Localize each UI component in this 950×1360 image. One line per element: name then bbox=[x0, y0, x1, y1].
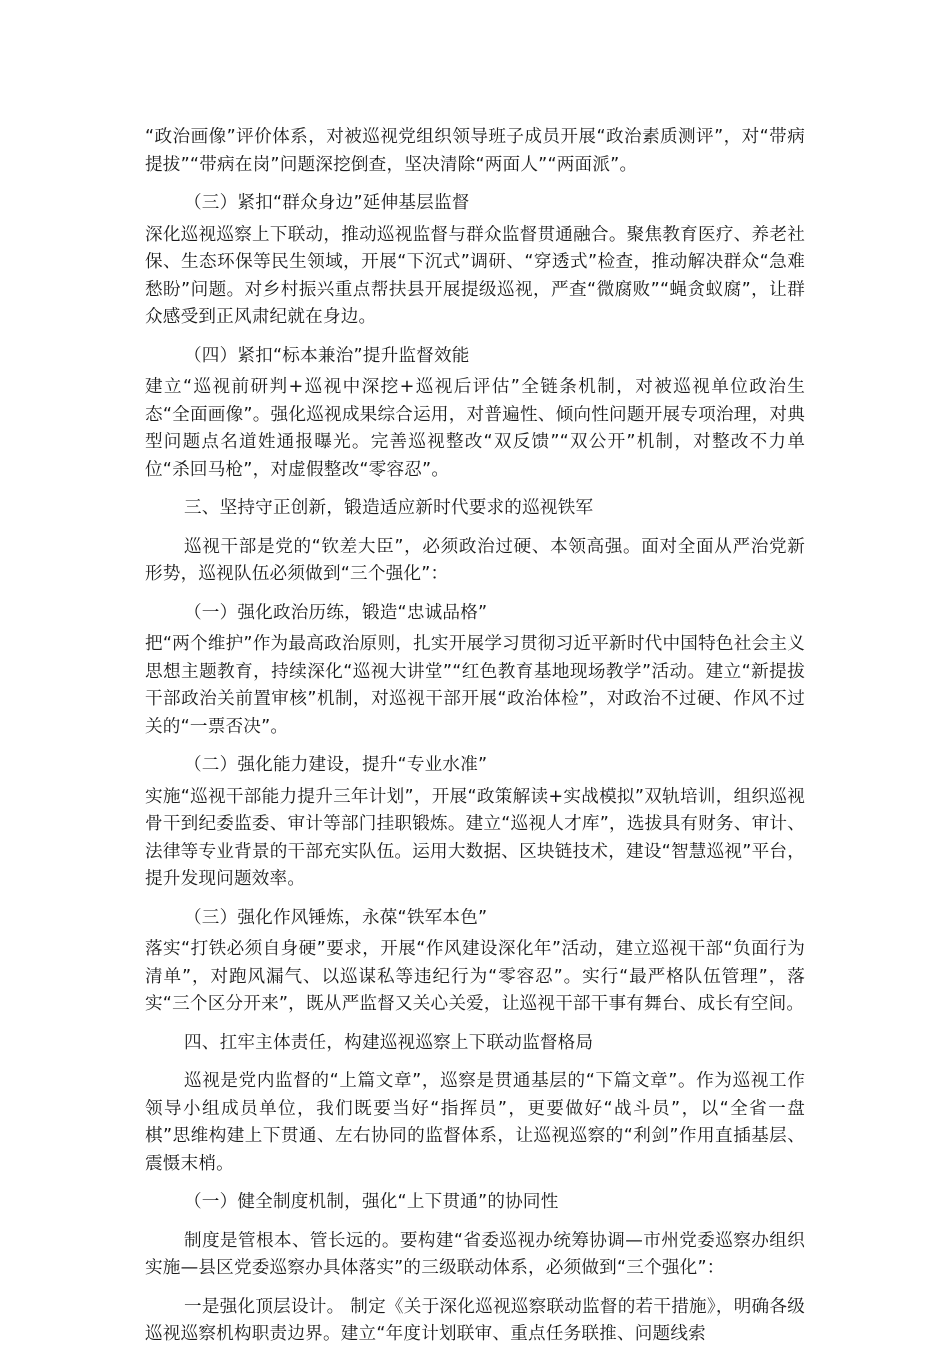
paragraph-three-level-system: 制度是管根本、管长远的。要构建“省委巡视办统筹协调—市州党委巡察办组织实施—县区党委巡察办具体落实”的三级联动体系，必须做到“三个强化”： bbox=[145, 1230, 805, 1278]
subheading-root-and-branch: （四）紧扣“标本兼治”提升监督效能 bbox=[184, 345, 470, 366]
paragraph-work-style: 落实“打铁必须自身硬”要求，开展“作风建设深化年”活动，建立巡视干部“负面行为清单”，对跑风漏气、以巡谋私等违纪行为“零容忍”。实行“最严格队伍管理”，落实“三个区分开来”，既从严监督又关心关爱，让巡视干部干事有舞台、成长有空间。 bbox=[145, 939, 805, 1014]
paragraph-masses-supervision: 深化巡视巡察上下联动，推动巡视监督与群众监督贯通融合。聚焦教育医疗、养老社保、生态环保等民生领域，开展“下沉式”调研、“穿透式”检查，推动解决群众“急难愁盼”问题。对乡村振兴重点帮扶县开展提级巡视，严查“微腐败”“蝇贪蚁腐”，让群众感受到正风肃纪就在身边。 bbox=[145, 224, 805, 327]
section-heading-four: 四、扛牢主体责任，构建巡视巡察上下联动监督格局 bbox=[184, 1032, 594, 1053]
paragraph-political-portrait: “政治画像”评价体系，对被巡视党组织领导班子成员开展“政治素质测评”，对“带病提拔”“带病在岗”问题深挖倒查，坚决清除“两面人”“两面派”。 bbox=[145, 127, 805, 175]
document-body bbox=[145, 124, 805, 1360]
subheading-capacity-building: （二）强化能力建设，提升“专业水准” bbox=[184, 755, 488, 775]
paragraph-capacity-building: 实施“巡视干部能力提升三年计划”，开展“政策解读+实战模拟”双轨培训，组织巡视骨干到纪委监委、审计等部门挂职锻炼。建立“巡视人才库”，选拔具有财务、审计、法律等专业背景的干部充实队伍。运用大数据、区块链技术，建设“智慧巡视”平台，提升发现问题效率。 bbox=[145, 786, 805, 889]
paragraph-political-training: 把“两个维护”作为最高政治原则，扎实开展学习贯彻习近平新时代中国特色社会主义思想主题教育，持续深化“巡视大讲堂”“红色教育基地现场教学”活动。建立“新提拔干部政治关前置审核”机制，对巡视干部开展“政治体检”，对政治不过硬、作风不过关的“一票否决”。 bbox=[145, 634, 805, 737]
subheading-political-training: （一）强化政治历练，锻造“忠诚品格” bbox=[184, 602, 488, 623]
subheading-work-style: （三）强化作风锤炼，永葆“铁军本色” bbox=[184, 907, 488, 928]
paragraph-top-level-design: 一是强化顶层设计。 制定《关于深化巡视巡察联动监督的若干措施》，明确各级巡视巡察机构职责边界。建立“年度计划联审、重点任务联推、问题线索 bbox=[145, 1296, 805, 1344]
paragraph-root-and-branch: 建立“巡视前研判+巡视中深挖+巡视后评估”全链条机制，对被巡视单位政治生态“全面画像”。强化巡视成果综合运用，对普遍性、倾向性问题开展专项治理，对典型问题点名道姓通报曝光。完善巡视整改“双反馈”“双公开”机制，对整改不力单位“杀回马枪”，对虚假整改“零容忍”。 bbox=[145, 377, 805, 480]
subheading-institutional-mechanism: （一）健全制度机制，强化“上下贯通”的协同性 bbox=[184, 1192, 559, 1212]
section-heading-three: 三、坚持守正创新，锻造适应新时代要求的巡视铁军 bbox=[184, 498, 594, 518]
paragraph-linkage-pattern: 巡视是党内监督的“上篇文章”，巡察是贯通基层的“下篇文章”。作为巡视工作领导小组成员单位，我们既要当好“指挥员”，更要做好“战斗员”，以“全省一盘棋”思维构建上下贯通、左右协同的监督体系，让巡视巡察的“利剑”作用直插基层、震慑末梢。 bbox=[145, 1071, 805, 1174]
paragraph-inspection-cadres: 巡视干部是党的“钦差大臣”，必须政治过硬、本领高强。面对全面从严治党新形势，巡视队伍必须做到“三个强化”： bbox=[145, 536, 805, 584]
subheading-masses-supervision: （三）紧扣“群众身边”延伸基层监督 bbox=[184, 193, 470, 213]
